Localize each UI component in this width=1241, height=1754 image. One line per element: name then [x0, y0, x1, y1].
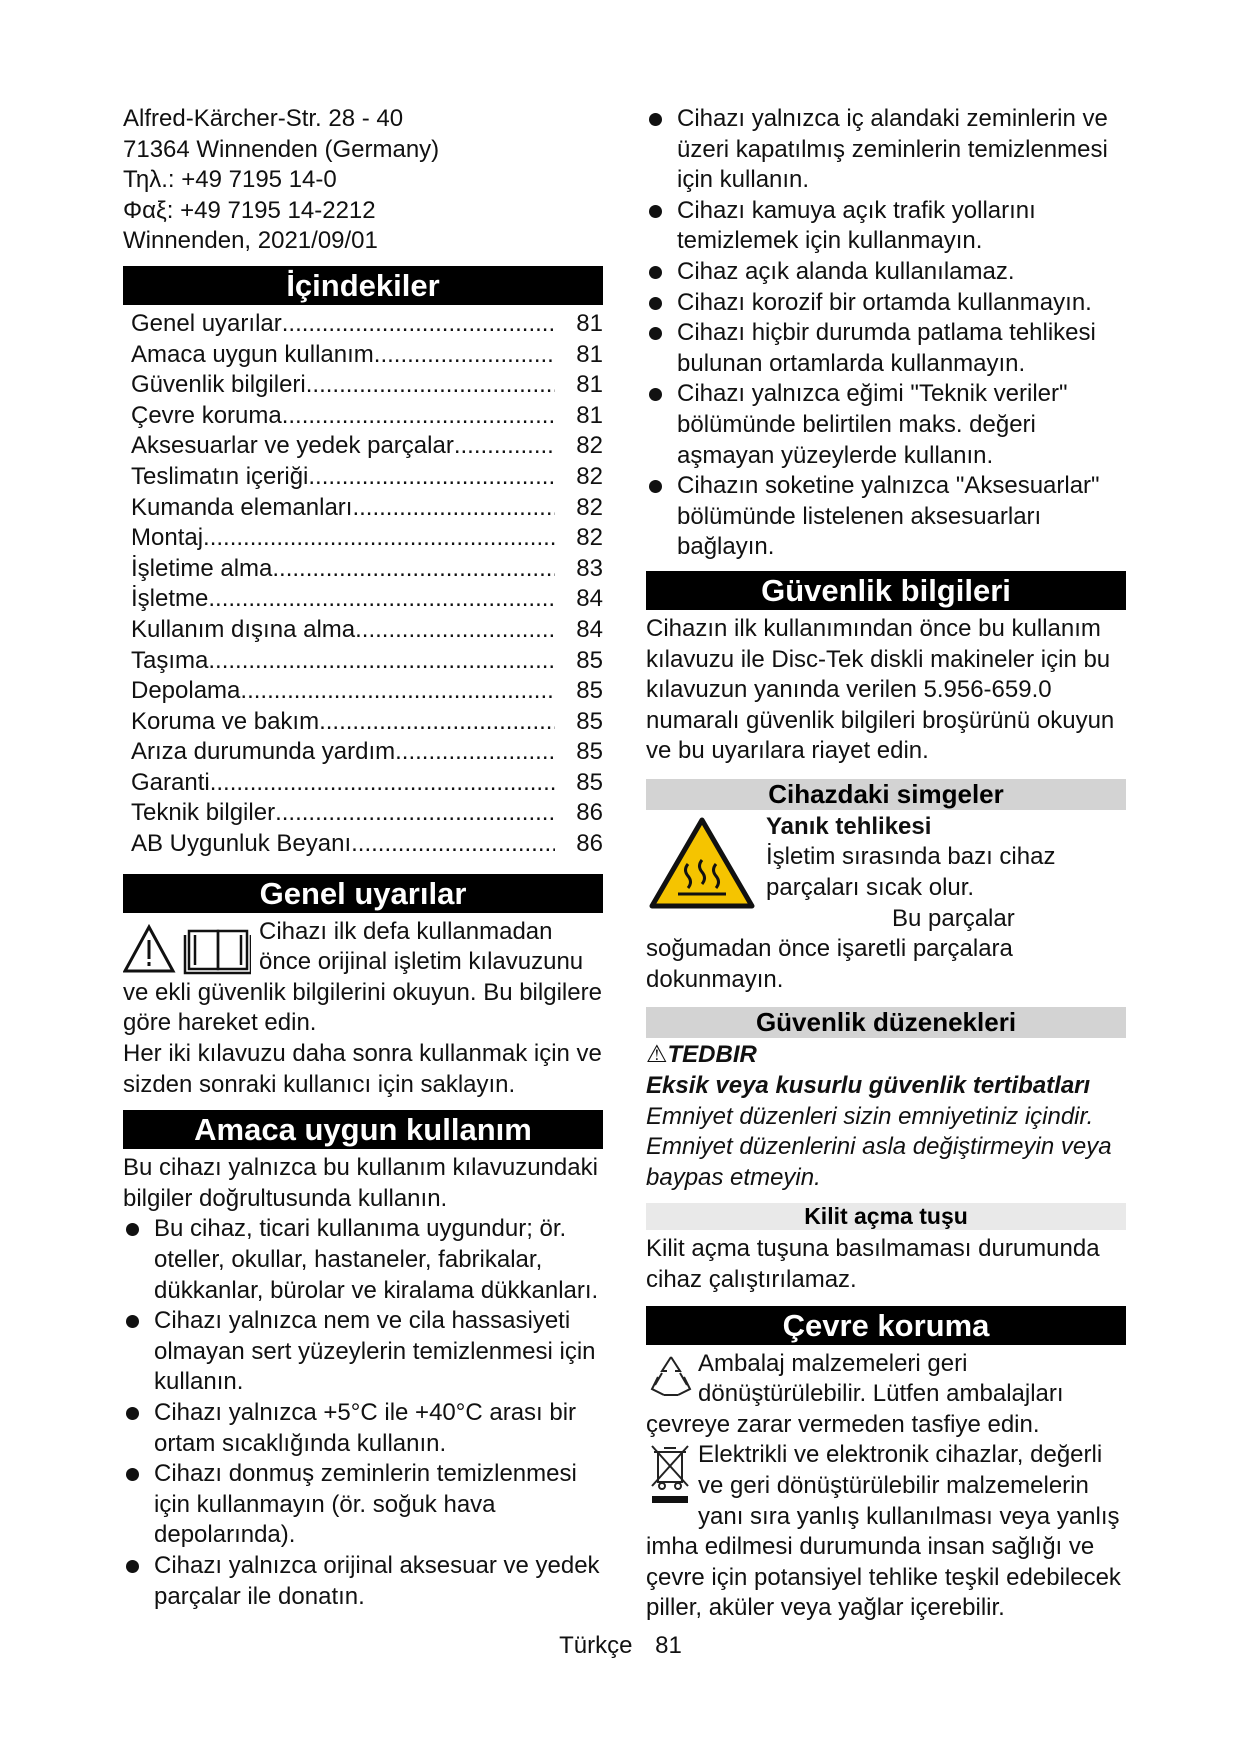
- list-item: Cihaz açık alanda kullanılamaz.: [646, 257, 1126, 288]
- weee-text: Elektrikli ve elektronik cihazlar, değerli ve geri dönüştürülebilir malzemelerin yanı sıra yanlış kullanılması veya yanlış imha edilmesi durumunda insan sağlığı ve çevre için potansiyel tehlike teşkil edebilecek piller, aküler veya yağlar içerebilir.: [646, 1441, 1121, 1622]
- manual-book-icon: [185, 931, 251, 973]
- toc-item[interactable]: Kullanım dışına alma ..... 84: [131, 615, 603, 646]
- toc-item[interactable]: Depolama ..... 85: [131, 676, 603, 707]
- recycle-icon: [650, 1351, 692, 1401]
- address-phone: Τηλ.: +49 7195 14-0: [123, 166, 337, 194]
- address-place-date: Winnenden, 2021/09/01: [123, 227, 378, 255]
- page-footer: [0, 1632, 1241, 1660]
- toc-item[interactable]: Kumanda elemanları ..... 82: [131, 493, 603, 524]
- safety-heading: Güvenlik bilgileri: [646, 571, 1126, 610]
- caution-label: ⚠TEDBIR: [646, 1041, 757, 1069]
- burn-hazard-text-2: Bu parçalar soğumadan önce işaretli parçalara dokunmayın.: [646, 904, 1015, 993]
- toc-item[interactable]: İşletme ..... 84: [131, 584, 603, 615]
- general-icons: [123, 923, 251, 975]
- toc-item[interactable]: Garanti ..... 85: [131, 768, 603, 799]
- list-item: Cihazı yalnızca iç alandaki zeminlerin ve üzeri kapatılmış zeminlerin temizlenmesi için kullanın.: [646, 104, 1126, 196]
- caution-text: Emniyet düzenleri sizin emniyetiniz içindir. Emniyet düzenlerini asla değiştirmeyin veya baypas etmeyin.: [646, 1102, 1112, 1191]
- list-item: Cihazı kamuya açık trafik yollarını temizlemek için kullanmayın.: [646, 196, 1126, 257]
- toc-item[interactable]: Amaca uygun kullanım ..... 81: [131, 340, 603, 371]
- recycle-section: [646, 1349, 1126, 1441]
- intended-use-list-right: [646, 104, 1126, 563]
- toc-item[interactable]: Güvenlik bilgileri ..... 81: [131, 370, 603, 401]
- list-item: Cihazı yalnızca orijinal aksesuar ve yedek parçalar ile donatın.: [123, 1551, 603, 1612]
- toc-item[interactable]: Aksesuarlar ve yedek parçalar ..... 82: [131, 431, 603, 462]
- environment-heading: Çevre koruma: [646, 1306, 1126, 1345]
- burn-hazard-text-1: İşletim sırasında bazı cihaz parçaları sıcak olur.: [766, 843, 1056, 902]
- safety-devices-heading: Güvenlik düzenekleri: [646, 1007, 1126, 1038]
- toc-item[interactable]: Arıza durumunda yardım ..... 85: [131, 737, 603, 768]
- list-item: Cihazı donmuş zeminlerin temizlenmesi için kullanmayın (ör. soğuk hava depolarında).: [123, 1459, 603, 1551]
- general-heading: Genel uyarılar: [123, 874, 603, 913]
- hot-surface-icon: [648, 816, 756, 912]
- toc-item[interactable]: Çevre koruma ..... 81: [131, 401, 603, 432]
- caution-icon: ⚠: [646, 1041, 668, 1069]
- intended-use-intro: Bu cihazı yalnızca bu kullanım kılavuzundaki bilgiler doğrultusunda kullanın.: [123, 1154, 598, 1212]
- safety-text: Cihazın ilk kullanımından önce bu kullanım kılavuzu ile Disc-Tek diskli makineler için bu kılavuzun yanında verilen 5.956-659.0 numaralı güvenlik bilgileri broşürünü okuyun ve bu uyarılara riayet edin.: [646, 614, 1115, 765]
- toc-item[interactable]: Montaj ..... 82: [131, 523, 603, 554]
- footer-language: Türkçe: [559, 1632, 633, 1659]
- list-item: Cihazı korozif bir ortamda kullanmayın.: [646, 288, 1126, 319]
- burn-hazard-section: [646, 812, 1126, 996]
- left-column: [123, 104, 603, 1612]
- toc-item[interactable]: AB Uygunluk Beyanı ..... 86: [131, 829, 603, 860]
- toc-item[interactable]: Teknik bilgiler ..... 86: [131, 798, 603, 829]
- toc-item[interactable]: İşletime alma ..... 83: [131, 554, 603, 585]
- toc-item[interactable]: Koruma ve bakım ..... 85: [131, 707, 603, 738]
- unlock-button-text: Kilit açma tuşuna basılmaması durumunda cihaz çalıştırılamaz.: [646, 1235, 1100, 1293]
- general-text-1: Cihazı ilk defa kullanmadan önce orijinal işletim kılavuzunu ve ekli güvenlik bilgilerini okuyun. Bu bilgilere göre hareket edin.: [123, 917, 602, 1037]
- toc-item[interactable]: Taşıma ..... 85: [131, 646, 603, 677]
- list-item: Cihazı yalnızca +5°C ile +40°C arası bir ortam sıcaklığında kullanın.: [123, 1398, 603, 1459]
- recycle-text: Ambalaj malzemeleri geri dönüştürülebilir. Lütfen ambalajları çevreye zarar vermeden tasfiye edin.: [646, 1349, 1064, 1438]
- toc-heading: İçindekiler: [123, 266, 603, 305]
- right-column: [646, 104, 1126, 1624]
- address-fax: Φαξ: +49 7195 14-2212: [123, 196, 376, 224]
- address-block: [123, 104, 603, 257]
- intended-use-heading: Amaca uygun kullanım: [123, 1110, 603, 1149]
- list-item: Cihazı yalnızca nem ve cila hassasiyeti olmayan sert yüzeylerin temizlenmesi için kullanın.: [123, 1306, 603, 1398]
- unlock-button-heading: Kilit açma tuşu: [646, 1203, 1126, 1230]
- address-city: 71364 Winnenden (Germany): [123, 135, 440, 163]
- caution-subtitle: Eksik veya kusurlu güvenlik tertibatları: [646, 1072, 1091, 1100]
- general-text-2: Her iki kılavuzu daha sonra kullanmak için ve sizden sonraki kullanıcı için saklayın.: [123, 1040, 602, 1098]
- crossed-bin-icon: [648, 1442, 692, 1506]
- footer-page-number: 81: [655, 1632, 682, 1659]
- list-item: Cihazı hiçbir durumda patlama tehlikesi bulunan ortamlarda kullanmayın.: [646, 318, 1126, 379]
- symbols-heading: Cihazdaki simgeler: [646, 779, 1126, 810]
- toc-item[interactable]: Teslimatın içeriği ..... 82: [131, 462, 603, 493]
- list-item: Cihazı yalnızca eğimi "Teknik veriler" bölümünde belirtilen maks. değeri aşmayan yüzeylerde kullanın.: [646, 379, 1126, 471]
- burn-hazard-title: Yanık tehlikesi: [766, 812, 932, 840]
- list-item: Bu cihaz, ticari kullanıma uygundur; ör. oteller, okullar, hastaneler, fabrikalar, dükkanlar, bürolar ve kiralama dükkanları.: [123, 1214, 603, 1306]
- warning-icon: [125, 927, 173, 971]
- weee-section: [646, 1440, 1126, 1624]
- toc-item[interactable]: Genel uyarılar ..... 81: [131, 309, 603, 340]
- address-street: Alfred-Kärcher-Str. 28 - 40: [123, 105, 404, 132]
- intended-use-list-left: [123, 1214, 603, 1612]
- list-item: Cihazın soketine yalnızca "Aksesuarlar" bölümünde listelenen aksesuarları bağlayın.: [646, 471, 1126, 563]
- table-of-contents: [123, 309, 603, 860]
